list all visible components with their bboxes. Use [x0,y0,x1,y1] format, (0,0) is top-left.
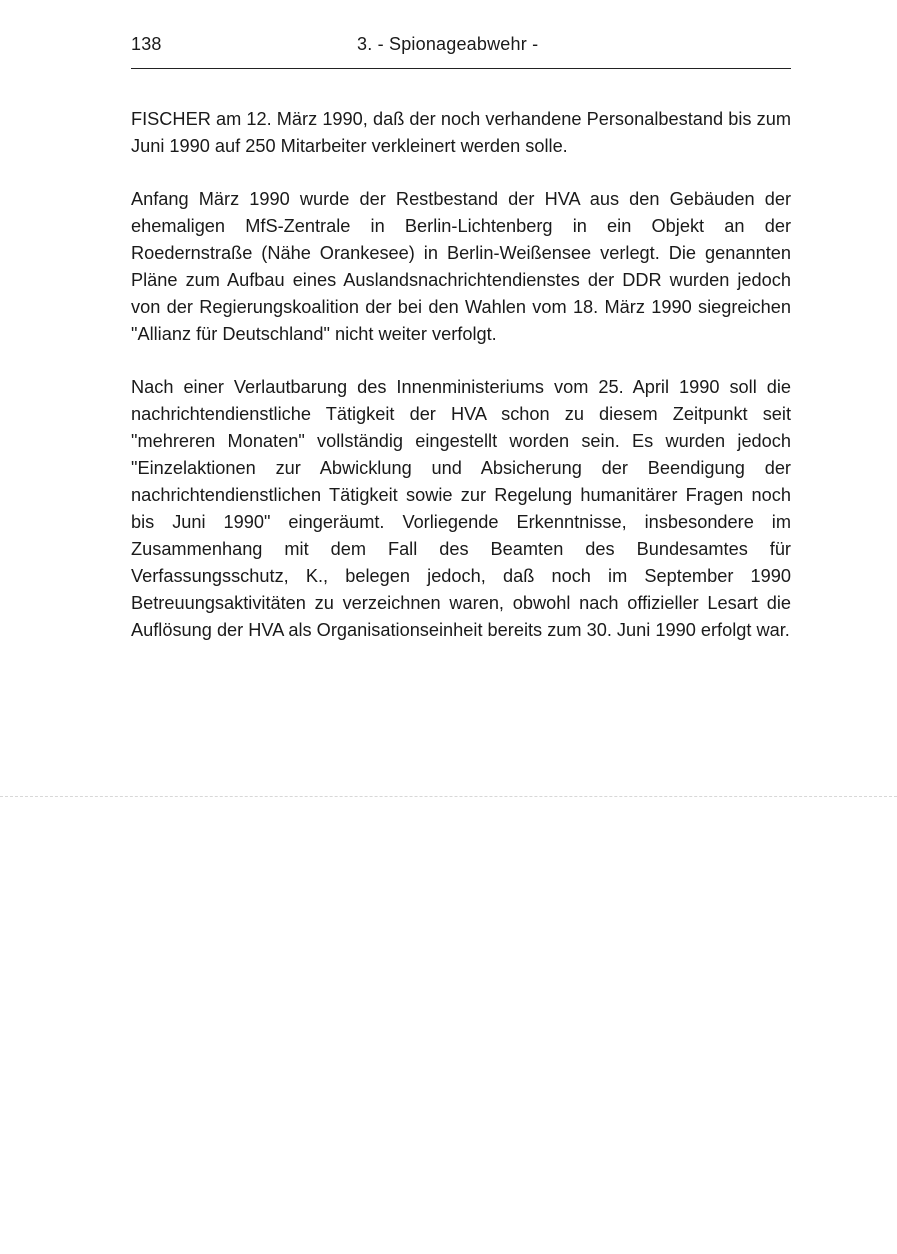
body-text [131,106,791,670]
page-number: 138 [131,34,162,54]
paragraph-3: Nach einer Verlautbarung des Innenministeriums vom 25. April 1990 soll die nachrichtendienstliche Tätigkeit der HVA schon zu diesem Zeitpunkt seit "mehreren Monaten" vollständig eingestellt worden sein. Es wurden jedoch "Einzelaktionen zur Abwicklung und Absicherung der Beendigung der nachrichtendienstlichen Tätigkeit sowie zur Regelung humanitärer Fragen noch bis Juni 1990" eingeräumt. Vorliegende Erkenntnisse, insbesondere im Zusammenhang mit dem Fall des Beamten des Bundesamtes für Verfassungsschutz, K., belegen jedoch, daß noch im September 1990 Betreuungsaktivitäten zu verzeichnen waren, obwohl nach offizieller Lesart die Auflösung der HVA als Organisationseinheit bereits zum 30. Juni 1990 erfolgt war. [131,377,791,640]
paragraph-2: Anfang März 1990 wurde der Restbestand der HVA aus den Gebäuden der ehemaligen MfS-Zentrale in Berlin-Lichtenberg in ein Objekt an der Roedernstraße (Nähe Orankesee) in Berlin-Weißensee verlegt. Die genannten Pläne zum Aufbau eines Auslandsnachrichtendienstes der DDR wurden jedoch von der Regierungskoalition der bei den Wahlen vom 18. März 1990 siegreichen "Allianz für Deutschland" nicht weiter verfolgt. [131,189,791,344]
paragraph-1: FISCHER am 12. März 1990, daß der noch verhandene Personalbestand bis zum Juni 1990 auf 250 Mitarbeiter verkleinert werden solle. [131,109,791,156]
scan-artifact-line [0,796,897,797]
page-header [131,28,791,69]
running-head: 3. - Spionageabwehr - [357,34,539,54]
